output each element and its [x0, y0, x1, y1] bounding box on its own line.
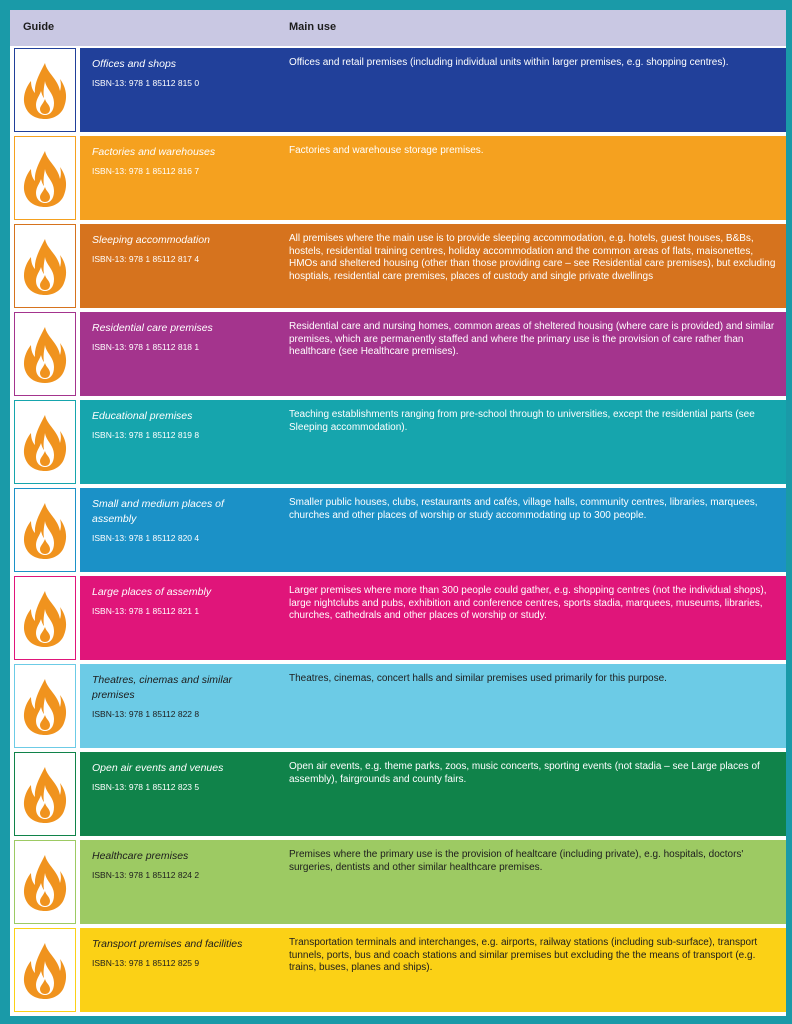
row-band	[80, 48, 786, 132]
guide-title: Factories and warehouses	[92, 146, 216, 158]
isbn-number: ISBN-13: 978 1 85112 822 8	[92, 709, 200, 719]
header-guide: Guide	[23, 21, 55, 33]
guide-title: Large places of assembly	[92, 586, 212, 598]
fire-icon	[22, 765, 68, 825]
fire-icon-box	[14, 400, 76, 484]
fire-icon	[22, 237, 68, 297]
fire-icon	[22, 677, 68, 737]
fire-icon-box	[14, 840, 76, 924]
guide-title: Educational premises	[92, 410, 193, 422]
guide-title: Open air events and venues	[92, 762, 224, 774]
guide-title: Offices and shops	[92, 58, 177, 70]
fire-icon-box	[14, 48, 76, 132]
isbn-number: ISBN-13: 978 1 85112 820 4	[92, 533, 200, 543]
isbn-number: ISBN-13: 978 1 85112 825 9	[92, 958, 200, 968]
main-use-text: Factories and warehouse storage premises.	[289, 145, 484, 156]
isbn-number: ISBN-13: 978 1 85112 818 1	[92, 342, 200, 352]
isbn-number: ISBN-13: 978 1 85112 824 2	[92, 870, 200, 880]
row-band	[80, 928, 786, 1012]
row-band	[80, 136, 786, 220]
fire-icon-box	[14, 312, 76, 396]
guide-table	[10, 10, 786, 1016]
isbn-number: ISBN-13: 978 1 85112 817 4	[92, 254, 200, 264]
row-band	[80, 224, 786, 308]
fire-icon	[22, 941, 68, 1001]
table-row	[10, 750, 786, 838]
main-use-text: Teaching establishments ranging from pre-school through to universities, except the residential parts (see Sleeping accommodation).	[289, 409, 755, 433]
isbn-number: ISBN-13: 978 1 85112 816 7	[92, 166, 200, 176]
table-row	[10, 222, 786, 310]
fire-icon-box	[14, 224, 76, 308]
table-row	[10, 398, 786, 486]
table-row	[10, 662, 786, 750]
row-band	[80, 840, 786, 924]
main-use-text: Offices and retail premises (including individual units within larger premises, e.g. shopping centres).	[289, 57, 729, 68]
fire-icon-box	[14, 664, 76, 748]
table-header	[10, 10, 786, 46]
main-use-text: Open air events, e.g. theme parks, zoos, music concerts, sporting events (not stadia – see Large places of assembly), fairgrounds and county fairs.	[289, 761, 760, 785]
table-body	[10, 46, 786, 1014]
fire-icon	[22, 149, 68, 209]
row-band	[80, 752, 786, 836]
fire-icon-box	[14, 136, 76, 220]
main-use-text: Premises where the primary use is the provision of healtcare (including private), e.g. hospitals, doctors' surgeries, dentists and other similar healthcare premises.	[289, 849, 744, 873]
isbn-number: ISBN-13: 978 1 85112 821 1	[92, 606, 200, 616]
table-row	[10, 46, 786, 134]
guide-title: Healthcare premises	[92, 850, 189, 862]
table-row	[10, 134, 786, 222]
main-use-text: All premises where the main use is to provide sleeping accommodation, e.g. hotels, guest houses, B&Bs, hostels, residential training centres, holiday accommodation and the common areas of flats, maisonettes, HMOs and sheltered housing (other than those providing care – see Residential care premises), but excluding hosptials, residential care premises, places of custody and single private dwellings	[289, 233, 776, 282]
fire-icon	[22, 853, 68, 913]
row-band	[80, 312, 786, 396]
isbn-number: ISBN-13: 978 1 85112 815 0	[92, 78, 200, 88]
table-row	[10, 838, 786, 926]
fire-icon-box	[14, 576, 76, 660]
table-row	[10, 486, 786, 574]
row-band	[80, 576, 786, 660]
fire-icon	[22, 501, 68, 561]
main-use-text: Larger premises where more than 300 people could gather, e.g. shopping centres (not the individual shops), large nightclubs and pubs, exhibition and conference centres, sports stadia, marquees, museums, libraries, churches, cathedrals and other places of worship or study.	[289, 585, 767, 622]
guide-title: Theatres, cinemas and similar premises	[92, 674, 233, 701]
isbn-number: ISBN-13: 978 1 85112 823 5	[92, 782, 200, 792]
main-use-text: Smaller public houses, clubs, restaurants and cafés, village halls, community centres, libraries, marquees, churches and other places of worship or study accommodating up to 300 people.	[289, 497, 758, 521]
fire-icon	[22, 325, 68, 385]
row-band	[80, 400, 786, 484]
fire-icon	[22, 61, 68, 121]
guide-title: Transport premises and facilities	[92, 938, 243, 950]
fire-icon-box	[14, 928, 76, 1012]
table-row	[10, 926, 786, 1014]
table-row	[10, 574, 786, 662]
guide-title: Residential care premises	[92, 322, 213, 334]
main-use-text: Residential care and nursing homes, common areas of sheltered housing (where care is provided) and similar premises, which are permanently staffed and where the primary use is the provision of care rather than healthcare (see Healthcare premises).	[289, 321, 775, 358]
fire-icon	[22, 413, 68, 473]
guide-title: Sleeping accommodation	[92, 234, 210, 246]
fire-icon-box	[14, 488, 76, 572]
guide-title: Small and medium places of assembly	[92, 498, 224, 525]
fire-icon	[22, 589, 68, 649]
row-band	[80, 664, 786, 748]
header-main-use: Main use	[289, 21, 337, 33]
main-use-text: Theatres, cinemas, concert halls and similar premises used primarily for this purpose.	[289, 673, 667, 684]
fire-icon-box	[14, 752, 76, 836]
row-band	[80, 488, 786, 572]
table-row	[10, 310, 786, 398]
isbn-number: ISBN-13: 978 1 85112 819 8	[92, 430, 200, 440]
main-use-text: Transportation terminals and interchanges, e.g. airports, railway stations (including sub-surface), transport tunnels, ports, bus and coach stations and similar premises but excluding the the means of transport (e.g. trains, buses, planes and ships).	[289, 937, 758, 974]
